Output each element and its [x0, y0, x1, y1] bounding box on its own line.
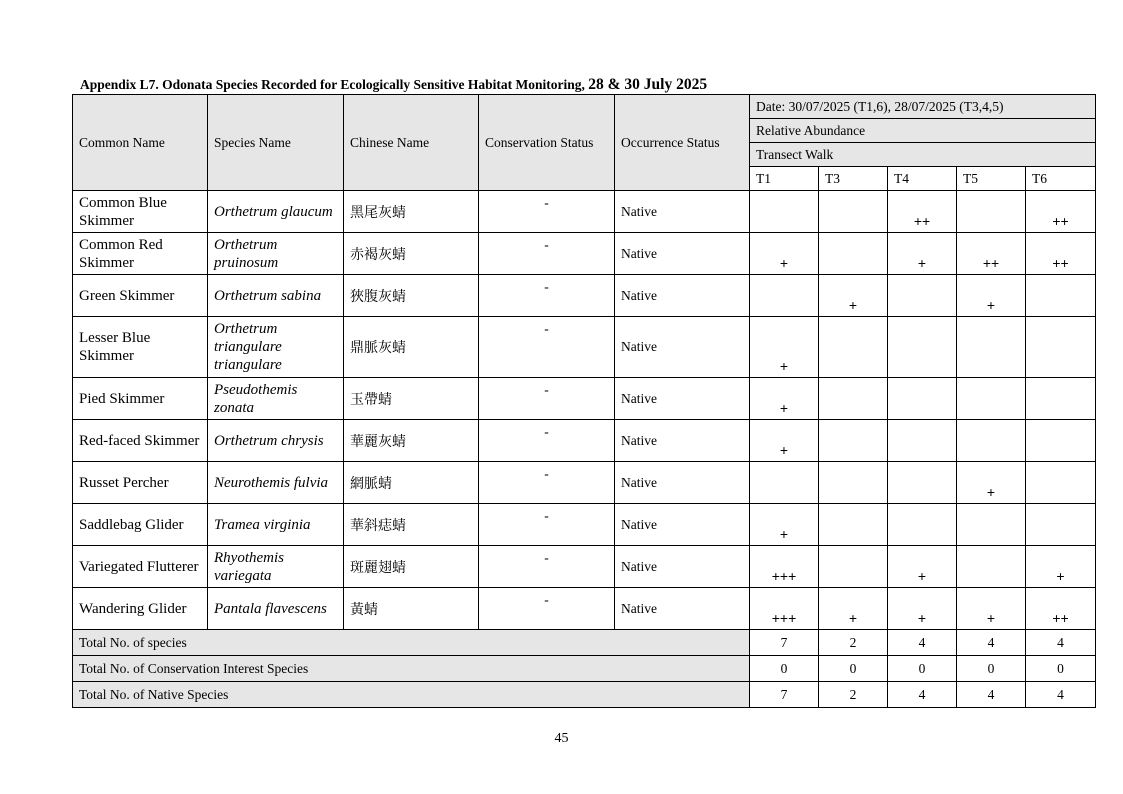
abundance-cell-t6: ++: [1026, 191, 1096, 233]
abundance-cell-t6: +: [1026, 546, 1096, 588]
header-conservation-status: Conservation Status: [479, 95, 615, 191]
total-value-t1: 0: [750, 656, 819, 682]
chinese-name-cell: 鼎脈灰蜻: [344, 317, 479, 378]
species-name-cell: Orthetrum sabina: [208, 275, 344, 317]
total-value-t1: 7: [750, 682, 819, 708]
common-name-cell: Saddlebag Glider: [73, 504, 208, 546]
common-name-cell: Wandering Glider: [73, 588, 208, 630]
common-name-cell: Variegated Flutterer: [73, 546, 208, 588]
common-name-cell: Red-faced Skimmer: [73, 420, 208, 462]
conservation-status-cell: -: [479, 191, 615, 233]
total-value-t3: 2: [819, 630, 888, 656]
total-value-t5: 0: [957, 656, 1026, 682]
total-row: [73, 630, 1096, 656]
abundance-cell-t5: [957, 546, 1026, 588]
abundance-cell-t1: +++: [750, 546, 819, 588]
total-value-t3: 2: [819, 682, 888, 708]
conservation-status-cell: -: [479, 378, 615, 420]
abundance-cell-t3: +: [819, 275, 888, 317]
abundance-cell-t3: [819, 378, 888, 420]
chinese-name-cell: 狹腹灰蜻: [344, 275, 479, 317]
species-name-cell: Pseudothemis zonata: [208, 378, 344, 420]
total-value-t6: 4: [1026, 630, 1096, 656]
chinese-name-cell: 黃蜻: [344, 588, 479, 630]
common-name-cell: Pied Skimmer: [73, 378, 208, 420]
conservation-status-cell: -: [479, 317, 615, 378]
abundance-cell-t4: [888, 317, 957, 378]
total-label: Total No. of Conservation Interest Species: [73, 656, 750, 682]
abundance-cell-t6: [1026, 317, 1096, 378]
total-value-t4: 4: [888, 630, 957, 656]
title-date: 28 & 30 July 2025: [588, 76, 708, 93]
abundance-cell-t1: +: [750, 378, 819, 420]
abundance-cell-t3: [819, 233, 888, 275]
abundance-cell-t4: [888, 378, 957, 420]
abundance-cell-t3: [819, 546, 888, 588]
abundance-cell-t1: +: [750, 233, 819, 275]
table-title: [80, 76, 707, 94]
chinese-name-cell: 網脈蜻: [344, 462, 479, 504]
total-value-t1: 7: [750, 630, 819, 656]
header-transect-t3: T3: [819, 167, 888, 191]
chinese-name-cell: 赤褐灰蜻: [344, 233, 479, 275]
header-transect-t1: T1: [750, 167, 819, 191]
total-value-t4: 0: [888, 656, 957, 682]
header-species-name: Species Name: [208, 95, 344, 191]
abundance-cell-t3: [819, 462, 888, 504]
species-name-cell: Tramea virginia: [208, 504, 344, 546]
abundance-cell-t4: +: [888, 588, 957, 630]
table-row: [73, 317, 1096, 378]
occurrence-status-cell: Native: [615, 191, 750, 233]
abundance-cell-t6: ++: [1026, 233, 1096, 275]
occurrence-status-cell: Native: [615, 462, 750, 504]
conservation-status-cell: -: [479, 462, 615, 504]
species-name-cell: Orthetrum triangulare triangulare: [208, 317, 344, 378]
table-row: [73, 504, 1096, 546]
total-value-t5: 4: [957, 682, 1026, 708]
total-row: [73, 682, 1096, 708]
chinese-name-cell: 華斜痣蜻: [344, 504, 479, 546]
abundance-cell-t5: [957, 317, 1026, 378]
abundance-cell-t1: [750, 275, 819, 317]
table-row: [73, 588, 1096, 630]
abundance-cell-t1: +++: [750, 588, 819, 630]
species-name-cell: Orthetrum glaucum: [208, 191, 344, 233]
header-transect-walk: Transect Walk: [750, 143, 1096, 167]
abundance-cell-t3: [819, 420, 888, 462]
header-transect-t4: T4: [888, 167, 957, 191]
total-value-t6: 0: [1026, 656, 1096, 682]
header-date: Date: 30/07/2025 (T1,6), 28/07/2025 (T3,4,5): [750, 95, 1096, 119]
abundance-cell-t1: +: [750, 504, 819, 546]
occurrence-status-cell: Native: [615, 420, 750, 462]
species-name-cell: Pantala flavescens: [208, 588, 344, 630]
abundance-cell-t1: [750, 462, 819, 504]
abundance-cell-t4: [888, 420, 957, 462]
abundance-cell-t5: [957, 191, 1026, 233]
table-row: [73, 420, 1096, 462]
occurrence-status-cell: Native: [615, 378, 750, 420]
occurrence-status-cell: Native: [615, 546, 750, 588]
table-row: [73, 546, 1096, 588]
abundance-cell-t4: +: [888, 546, 957, 588]
common-name-cell: Common Red Skimmer: [73, 233, 208, 275]
table-row: [73, 378, 1096, 420]
conservation-status-cell: -: [479, 420, 615, 462]
occurrence-status-cell: Native: [615, 233, 750, 275]
total-row: [73, 656, 1096, 682]
abundance-cell-t6: [1026, 504, 1096, 546]
abundance-cell-t3: [819, 504, 888, 546]
table-row: [73, 233, 1096, 275]
species-table: [72, 94, 1096, 708]
chinese-name-cell: 斑麗翅蜻: [344, 546, 479, 588]
abundance-cell-t1: +: [750, 420, 819, 462]
abundance-cell-t4: [888, 504, 957, 546]
abundance-cell-t5: [957, 420, 1026, 462]
abundance-cell-t4: [888, 275, 957, 317]
species-name-cell: Neurothemis fulvia: [208, 462, 344, 504]
conservation-status-cell: -: [479, 588, 615, 630]
conservation-status-cell: -: [479, 275, 615, 317]
common-name-cell: Russet Percher: [73, 462, 208, 504]
table-row: [73, 462, 1096, 504]
total-value-t4: 4: [888, 682, 957, 708]
chinese-name-cell: 玉帶蜻: [344, 378, 479, 420]
common-name-cell: Common Blue Skimmer: [73, 191, 208, 233]
abundance-cell-t5: +: [957, 588, 1026, 630]
abundance-cell-t3: [819, 317, 888, 378]
abundance-cell-t5: [957, 504, 1026, 546]
occurrence-status-cell: Native: [615, 275, 750, 317]
abundance-cell-t1: +: [750, 317, 819, 378]
abundance-cell-t6: [1026, 378, 1096, 420]
abundance-cell-t6: [1026, 420, 1096, 462]
species-name-cell: Orthetrum pruinosum: [208, 233, 344, 275]
conservation-status-cell: -: [479, 233, 615, 275]
abundance-cell-t4: [888, 462, 957, 504]
header-chinese-name: Chinese Name: [344, 95, 479, 191]
abundance-cell-t4: +: [888, 233, 957, 275]
abundance-cell-t6: [1026, 462, 1096, 504]
occurrence-status-cell: Native: [615, 317, 750, 378]
header-transect-t6: T6: [1026, 167, 1096, 191]
occurrence-status-cell: Native: [615, 588, 750, 630]
table-row: [73, 275, 1096, 317]
total-value-t6: 4: [1026, 682, 1096, 708]
abundance-cell-t5: [957, 378, 1026, 420]
header-relative-abundance: Relative Abundance: [750, 119, 1096, 143]
page-number: 45: [554, 731, 569, 746]
header-common-name: Common Name: [73, 95, 208, 191]
abundance-cell-t1: [750, 191, 819, 233]
abundance-cell-t6: [1026, 275, 1096, 317]
conservation-status-cell: -: [479, 546, 615, 588]
abundance-cell-t6: ++: [1026, 588, 1096, 630]
common-name-cell: Lesser Blue Skimmer: [73, 317, 208, 378]
abundance-cell-t5: ++: [957, 233, 1026, 275]
total-value-t5: 4: [957, 630, 1026, 656]
species-name-cell: Rhyothemis variegata: [208, 546, 344, 588]
occurrence-status-cell: Native: [615, 504, 750, 546]
chinese-name-cell: 華麗灰蜻: [344, 420, 479, 462]
abundance-cell-t3: [819, 191, 888, 233]
abundance-cell-t5: +: [957, 462, 1026, 504]
abundance-cell-t5: +: [957, 275, 1026, 317]
abundance-cell-t3: +: [819, 588, 888, 630]
header-occurrence-status: Occurrence Status: [615, 95, 750, 191]
species-name-cell: Orthetrum chrysis: [208, 420, 344, 462]
total-label: Total No. of species: [73, 630, 750, 656]
header-transect-t5: T5: [957, 167, 1026, 191]
conservation-status-cell: -: [479, 504, 615, 546]
chinese-name-cell: 黑尾灰蜻: [344, 191, 479, 233]
abundance-cell-t4: ++: [888, 191, 957, 233]
table-row: [73, 191, 1096, 233]
title-text: Appendix L7. Odonata Species Recorded for Ecologically Sensitive Habitat Monitoring,: [80, 77, 589, 92]
total-value-t3: 0: [819, 656, 888, 682]
common-name-cell: Green Skimmer: [73, 275, 208, 317]
total-label: Total No. of Native Species: [73, 682, 750, 708]
